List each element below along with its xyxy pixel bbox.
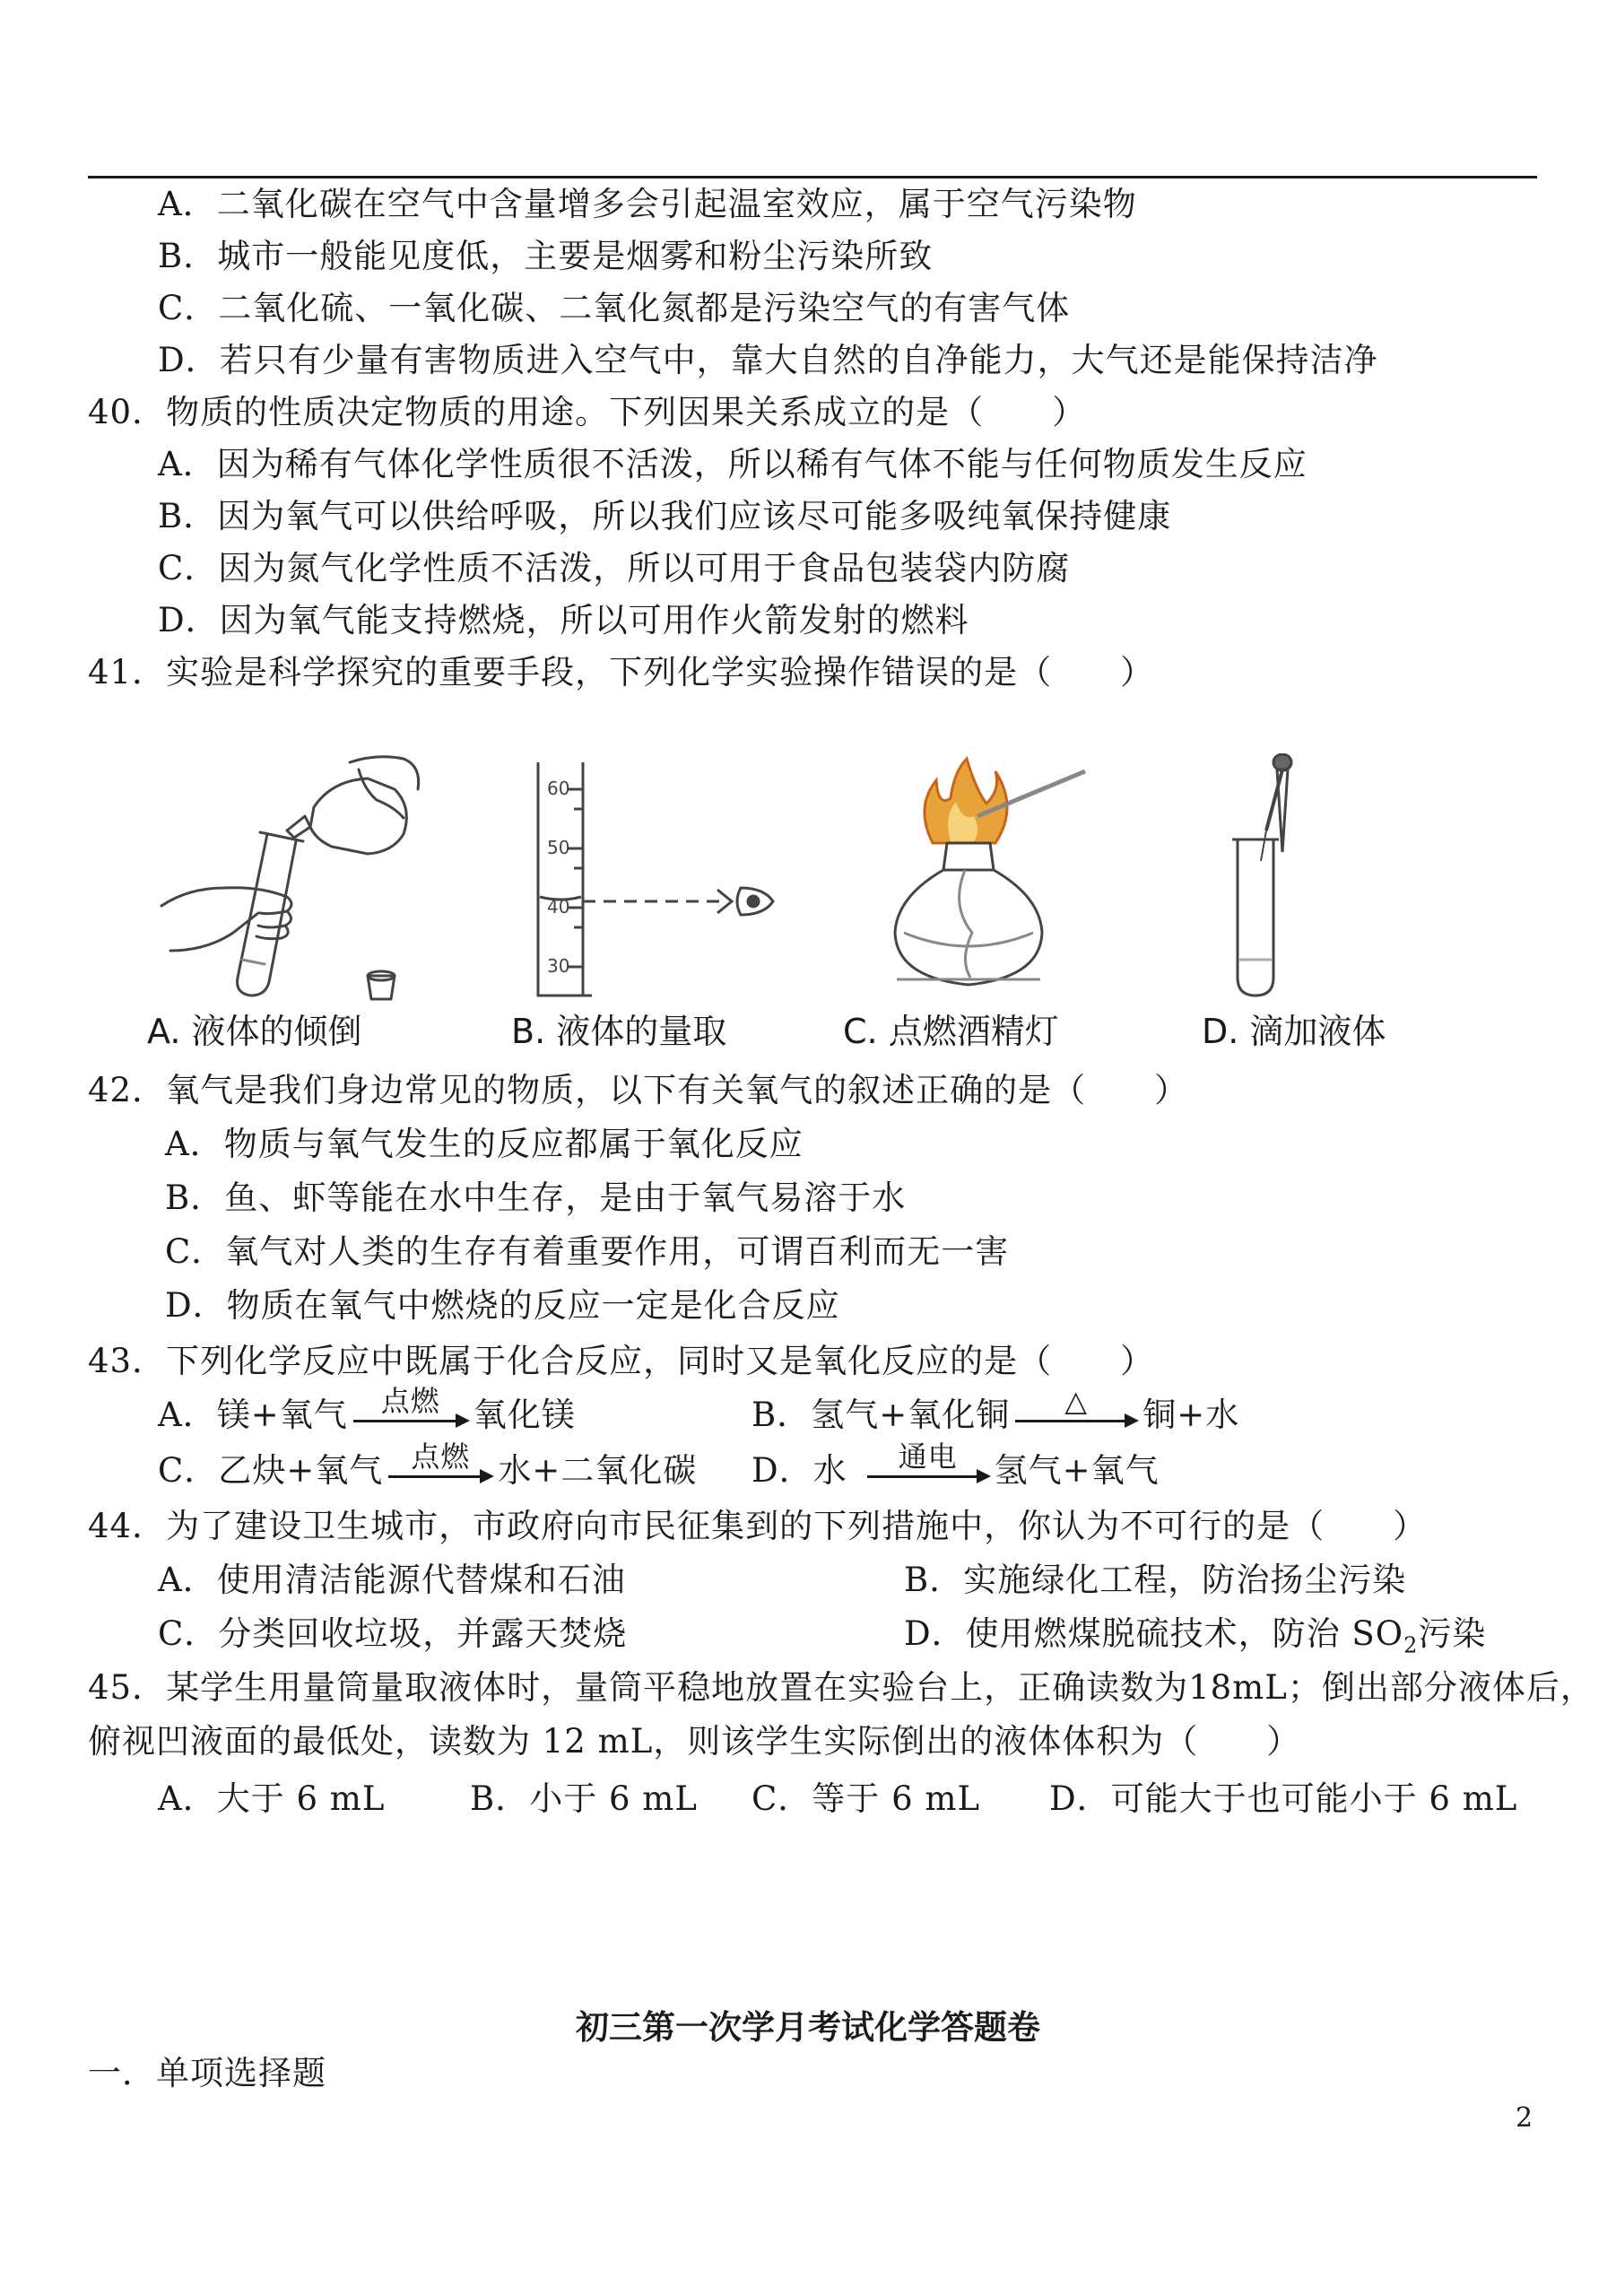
- q45-option-a: A．大于 6 mL: [158, 1779, 386, 1818]
- pouring-liquid-figure: [152, 753, 421, 1004]
- q40-stem: 40．物质的性质决定物质的用途。下列因果关系成立的是（ ）: [88, 393, 1087, 431]
- q41-stem: 41．实验是科学探究的重要手段，下列化学实验操作错误的是（ ）: [88, 653, 1155, 691]
- q43-a-reactants: A．镁+氧气: [158, 1396, 348, 1434]
- q44-option-a: A．使用清洁能源代替煤和石油: [158, 1561, 626, 1599]
- q39-option-d: D．若只有少量有害物质进入空气中，靠大自然的自净能力，大气还是能保持洁净: [158, 341, 1378, 379]
- alcohol-lamp-figure: [861, 753, 1130, 1004]
- q43-d-condition: 通电: [898, 1439, 958, 1474]
- dropper-test-tube-figure: [1184, 753, 1363, 1004]
- q41-figures: [135, 753, 1444, 1004]
- q44-d-subscript: 2: [1403, 1632, 1419, 1658]
- reaction-arrow: [387, 1439, 494, 1491]
- q44-d-suffix: 污染: [1418, 1614, 1487, 1653]
- q43-option-d: [752, 1439, 1160, 1491]
- q44-option-b: B．实施绿化工程，防治扬尘污染: [904, 1561, 1407, 1599]
- q43-b-reactants: B．氢气+氧化铜: [752, 1396, 1011, 1434]
- q45-option-d: D．可能大于也可能小于 6 mL: [1049, 1779, 1518, 1818]
- tick-30: 30: [547, 955, 570, 977]
- header-rule: [88, 176, 1537, 178]
- answer-sheet-title: 初三第一次学月考试化学答题卷: [576, 2007, 1040, 2047]
- caption-b: B. 液体的量取: [511, 1012, 727, 1051]
- q44-option-c: C．分类回收垃圾，并露天焚烧: [158, 1614, 628, 1653]
- q43-b-products: 铜+水: [1142, 1396, 1240, 1434]
- caption-c: C. 点燃酒精灯: [843, 1012, 1059, 1051]
- q43-d-products: 氢气+氧气: [994, 1451, 1160, 1490]
- q43-a-products: 氧化镁: [473, 1396, 576, 1434]
- q44-stem: 44．为了建设卫生城市，市政府向市民征集到的下列措施中，你认为不可行的是（ ）: [88, 1507, 1428, 1545]
- q45-option-b: B．小于 6 mL: [470, 1779, 698, 1818]
- q42-option-a: A．物质与氧气发生的反应都属于氧化反应: [165, 1125, 804, 1163]
- reaction-arrow: [1013, 1384, 1139, 1435]
- q43-stem: 43．下列化学反应中既属于化合反应，同时又是氧化反应的是（ ）: [88, 1342, 1155, 1380]
- q44-d-text: D．使用燃煤脱硫技术，防治 SO: [904, 1614, 1404, 1653]
- q43-a-condition: 点燃: [380, 1384, 440, 1418]
- tick-50: 50: [547, 837, 570, 858]
- q40-option-a: A．因为稀有气体化学性质很不活泼，所以稀有气体不能与任何物质发生反应: [158, 445, 1308, 483]
- tick-40: 40: [547, 896, 570, 918]
- q39-option-a: A．二氧化碳在空气中含量增多会引起温室效应，属于空气污染物: [158, 185, 1137, 223]
- q45-stem-line1: 45．某学生用量筒量取液体时，量筒平稳地放置在实验台上，正确读数为18mL；倒出部分液体后，: [88, 1668, 1594, 1707]
- q43-option-c: [158, 1439, 698, 1491]
- q44-option-d: [904, 1614, 1486, 1665]
- graduated-cylinder-figure: [529, 753, 816, 1004]
- caption-d: D. 滴加液体: [1202, 1012, 1386, 1051]
- caption-a: A. 液体的倾倒: [147, 1012, 362, 1051]
- q45-stem-line2: 俯视凹液面的最低处，读数为 12 mL，则该学生实际倒出的液体体积为（ ）: [88, 1722, 1301, 1761]
- q42-option-d: D．物质在氧气中燃烧的反应一定是化合反应: [165, 1286, 840, 1325]
- q43-d-reactants: D．水: [752, 1451, 847, 1490]
- q40-option-b: B．因为氧气可以供给呼吸，所以我们应该尽可能多吸纯氧保持健康: [158, 497, 1172, 535]
- tick-60: 60: [547, 778, 570, 799]
- q39-option-b: B．城市一般能见度低，主要是烟雾和粉尘污染所致: [158, 237, 934, 275]
- q43-option-a: [158, 1384, 576, 1435]
- answer-sheet-section: 一．单项选择题: [88, 2054, 326, 2092]
- q43-b-condition: △: [1064, 1384, 1088, 1418]
- q45-option-c: C．等于 6 mL: [752, 1779, 981, 1818]
- q43-c-condition: 点燃: [411, 1439, 471, 1474]
- q43-option-b: [752, 1384, 1240, 1435]
- q42-option-c: C．氧气对人类的生存有着重要作用，可谓百利而无一害: [165, 1232, 1010, 1271]
- q40-option-d: D．因为氧气能支持燃烧，所以可用作火箭发射的燃料: [158, 601, 969, 639]
- q42-option-b: B．鱼、虾等能在水中生存，是由于氧气易溶于水: [165, 1178, 907, 1217]
- q43-c-products: 水+二氧化碳: [498, 1451, 698, 1490]
- q42-stem: 42．氧气是我们身边常见的物质，以下有关氧气的叙述正确的是（ ）: [88, 1071, 1189, 1109]
- reaction-arrow: [865, 1439, 991, 1491]
- page-number: 2: [1516, 2102, 1533, 2134]
- q39-option-c: C．二氧化硫、一氧化碳、二氧化氮都是污染空气的有害气体: [158, 289, 1071, 327]
- q40-option-c: C．因为氮气化学性质不活泼，所以可用于食品包装袋内防腐: [158, 549, 1071, 587]
- reaction-arrow: [352, 1384, 470, 1435]
- q43-c-reactants: C．乙炔+氧气: [158, 1451, 384, 1490]
